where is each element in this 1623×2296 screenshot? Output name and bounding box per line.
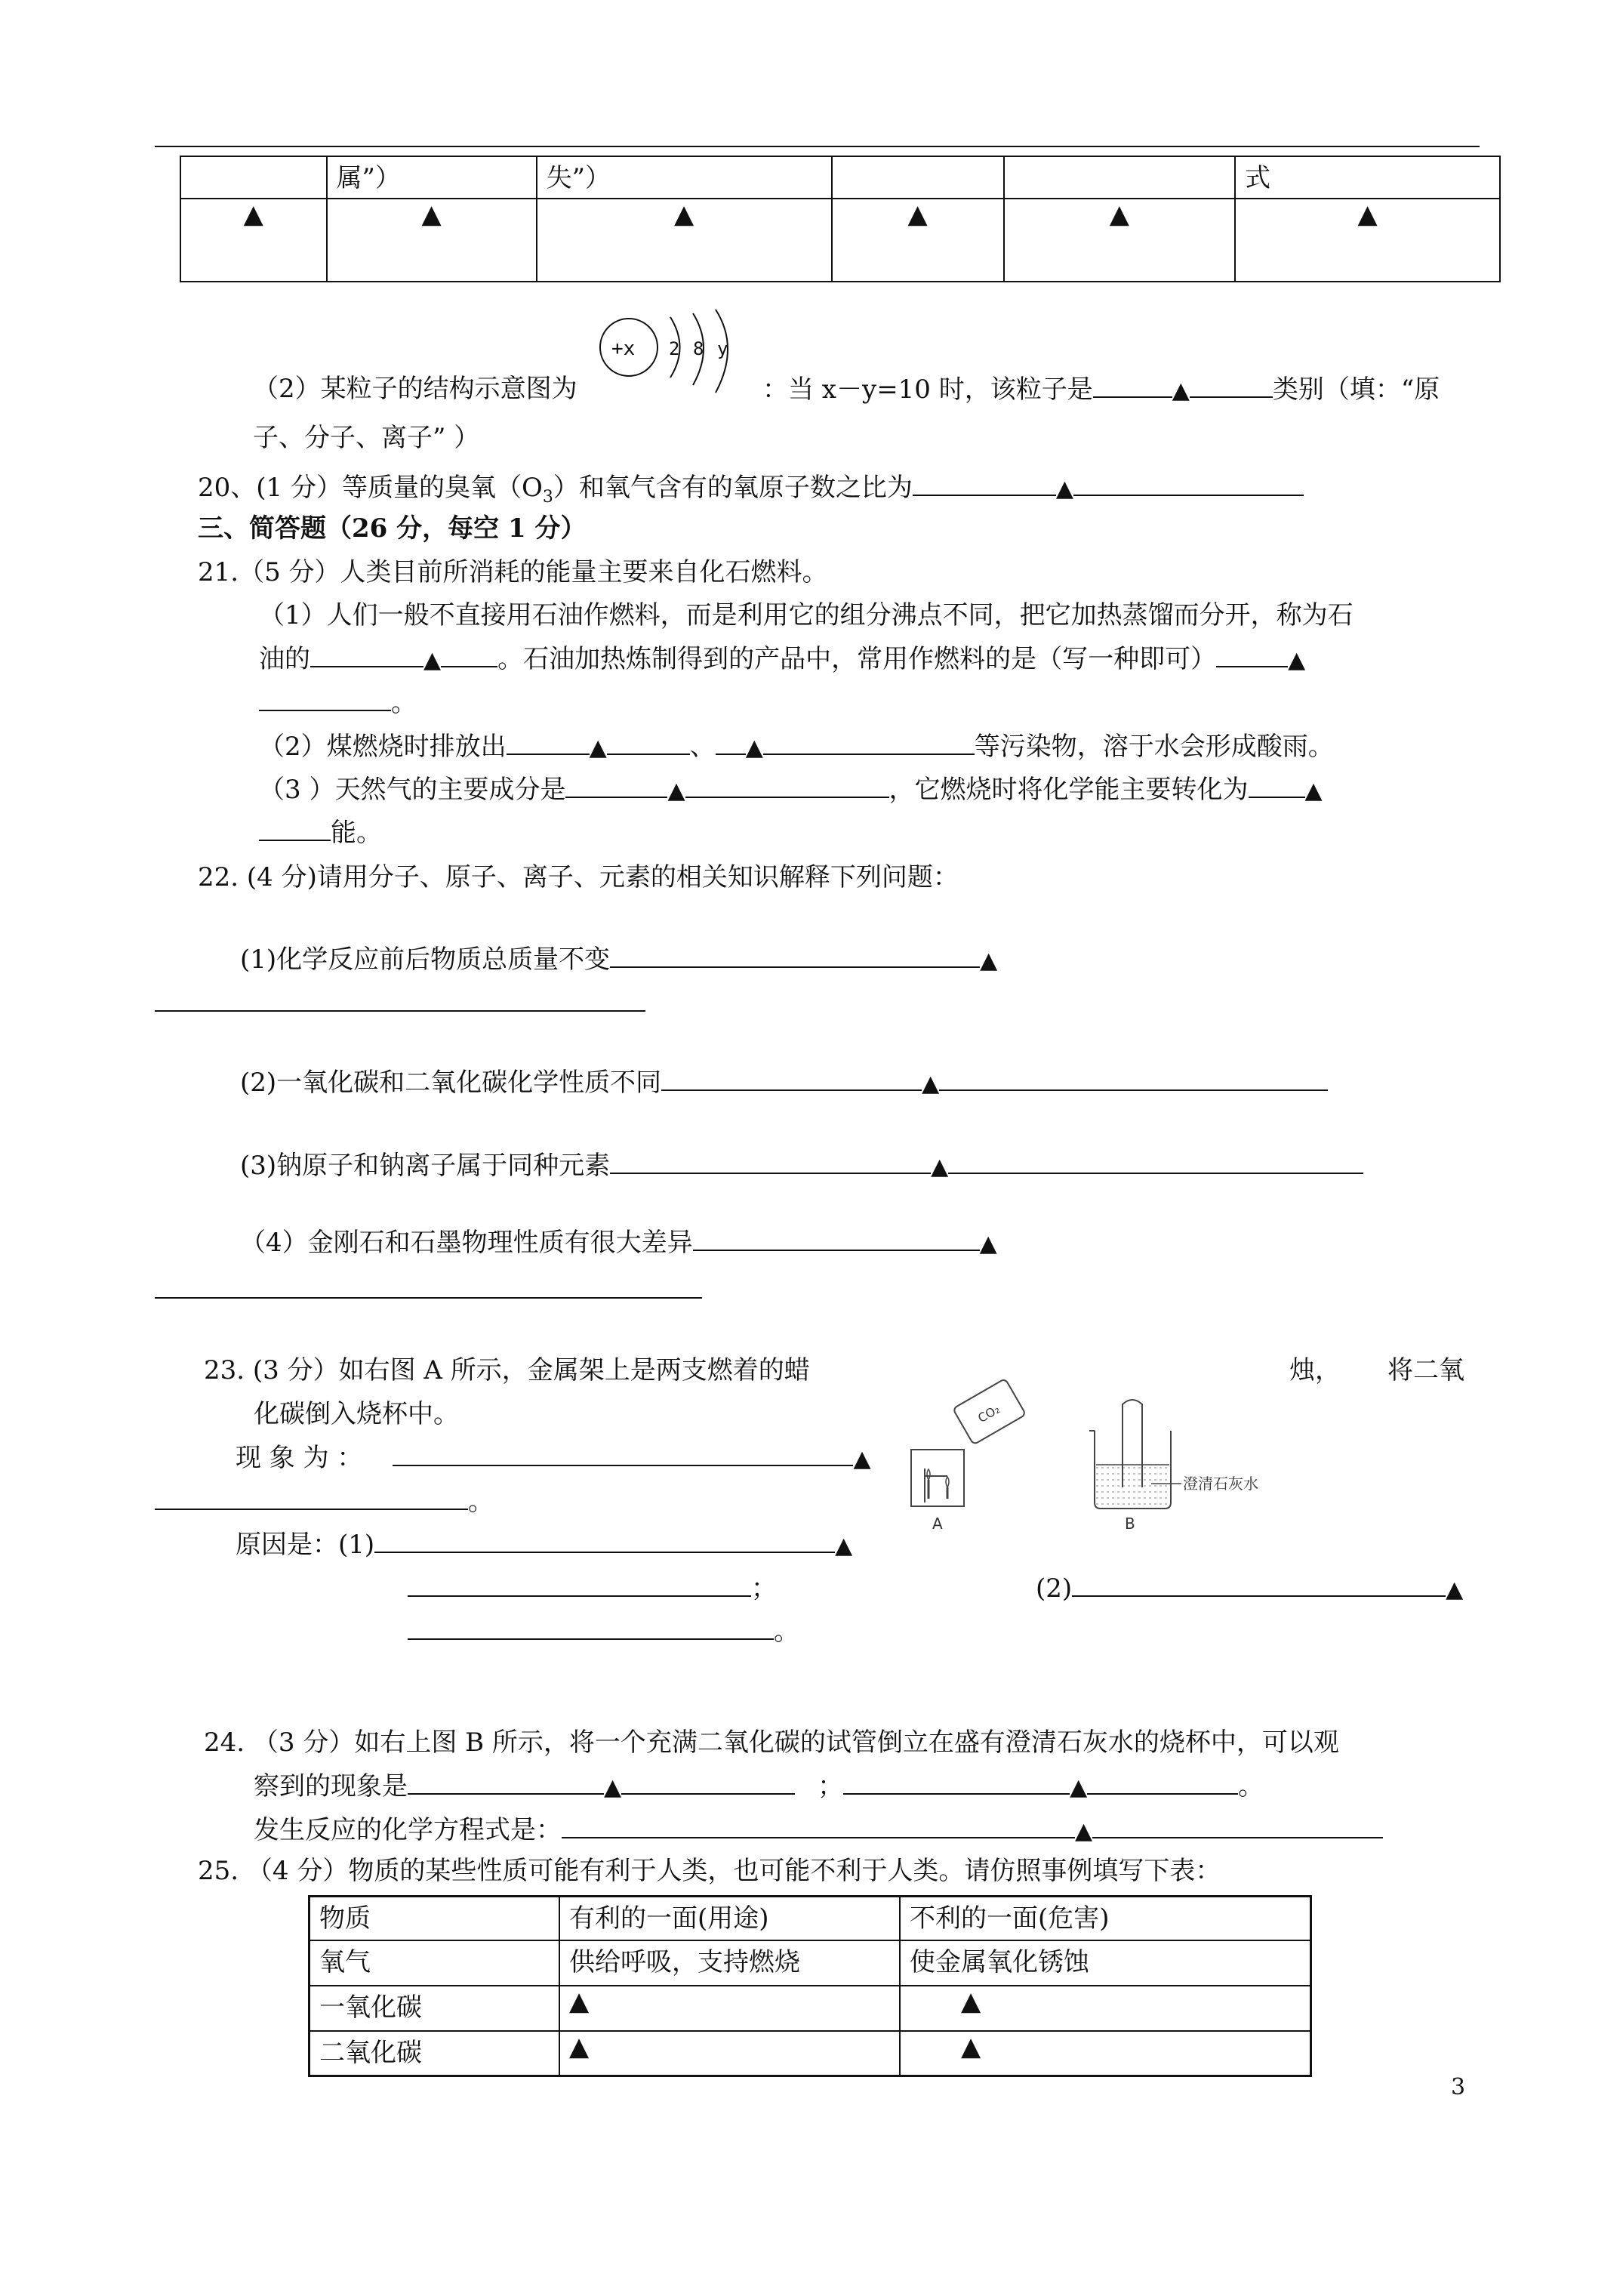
co2-label: CO₂ xyxy=(975,1401,1002,1426)
q23-stem-c: 将二氧 xyxy=(1387,1355,1464,1385)
answer-blank[interactable] xyxy=(408,1616,774,1640)
answer-cell[interactable]: ▲ xyxy=(559,1986,900,2031)
answer-blank-line[interactable] xyxy=(155,1297,702,1299)
q19-2-line1: （2）某粒子的结构示意图为 xyxy=(253,374,577,404)
answer-triangle: ▲ xyxy=(1055,476,1073,502)
header-rule xyxy=(155,146,1480,147)
beaker-a xyxy=(911,1450,964,1506)
answer-blank[interactable] xyxy=(374,1529,835,1553)
table-row xyxy=(310,1986,1311,2031)
answer-blank[interactable] xyxy=(716,731,746,755)
table-header: 不利的一面(危害) xyxy=(900,1897,1311,1940)
answer-blank[interactable] xyxy=(155,1486,468,1510)
figure-b xyxy=(1089,1400,1258,1533)
q23-phenomenon: 现 象 为 ： ▲ xyxy=(236,1443,871,1473)
answer-cell[interactable]: ▲ xyxy=(900,2031,1311,2076)
answer-triangle: ▲ xyxy=(1235,199,1500,282)
table-cell: 氧气 xyxy=(310,1940,560,1986)
q22-stem: 22. (4 分)请用分子、原子、离子、元素的相关知识解释下列问题： xyxy=(198,862,959,892)
atom-structure-diagram xyxy=(595,302,753,400)
figure-a-label: A xyxy=(932,1515,943,1533)
test-tube xyxy=(1123,1400,1142,1487)
top-table-cell: 式 xyxy=(1235,156,1500,199)
q21-1-line1: （1）人们一般不直接用石油作燃料，而是利用它的组分沸点不同，把它加热蒸馏而分开，称为石 xyxy=(259,600,1354,630)
answer-triangle: ▲ xyxy=(835,1533,853,1559)
table-header: 物质 xyxy=(310,1897,560,1940)
answer-triangle: ▲ xyxy=(1004,199,1236,282)
answer-blank[interactable] xyxy=(610,944,980,968)
q23-reason-1-cont: ； xyxy=(408,1573,777,1604)
answer-triangle: ▲ xyxy=(980,948,998,974)
q22-item-3: (3)钠原子和钠离子属于同种元素 ▲ xyxy=(240,1150,1363,1182)
answer-blank[interactable] xyxy=(1190,374,1273,398)
q23-stem-b: 烛， xyxy=(1289,1355,1341,1385)
answer-blank[interactable] xyxy=(939,1067,1328,1091)
answer-blank[interactable] xyxy=(913,472,1056,496)
answer-triangle: ▲ xyxy=(1075,1818,1093,1845)
answer-blank[interactable] xyxy=(1072,1573,1446,1597)
answer-blank[interactable] xyxy=(507,731,590,755)
answer-blank[interactable] xyxy=(1249,774,1305,798)
q24-line3: 发生反应的化学方程式是： ▲ xyxy=(254,1814,1383,1847)
answer-cell[interactable]: ▲ xyxy=(559,2031,900,2076)
answer-cell[interactable]: ▲ xyxy=(900,1986,1311,2031)
q21-3-line2: 能。 xyxy=(259,817,382,848)
answer-triangle: ▲ xyxy=(1172,378,1190,404)
q25-stem: 25. （4 分）物质的某些性质可能有利于人类，也可能不利于人类。请仿照事例填写下表： xyxy=(198,1856,1221,1886)
answer-blank[interactable] xyxy=(565,774,667,798)
answer-blank[interactable] xyxy=(607,731,690,755)
section-3-heading: 三、简答题（26 分，每空 1 分） xyxy=(198,513,587,544)
answer-triangle: ▲ xyxy=(423,647,442,673)
flame-2 xyxy=(946,1477,949,1487)
lime-water xyxy=(1096,1468,1169,1504)
q23-reason-1: 原因是：(1) ▲ xyxy=(236,1530,853,1560)
table-row xyxy=(310,1940,1311,1986)
answer-triangle: ▲ xyxy=(1304,778,1323,804)
answer-triangle: ▲ xyxy=(604,1774,622,1801)
answer-blank[interactable] xyxy=(1093,374,1172,398)
table-row xyxy=(310,2031,1311,2076)
page-number: 3 xyxy=(1451,2074,1466,2100)
nucleus-label: +x xyxy=(611,337,636,360)
q22-item-1: (1)化学反应前后物质总质量不变 ▲ xyxy=(240,945,998,975)
beaker-b xyxy=(1095,1431,1171,1509)
answer-blank[interactable] xyxy=(408,1573,751,1597)
q23-reason-2-cont: 。 xyxy=(408,1616,799,1647)
flame-1 xyxy=(927,1469,930,1480)
shell-count-2: 8 xyxy=(693,338,704,359)
answer-blank[interactable] xyxy=(562,1814,1075,1838)
q23-reason-2: (2) ▲ xyxy=(1036,1573,1464,1604)
top-table-cell: 失”） xyxy=(537,156,832,199)
answer-triangle: ▲ xyxy=(180,199,327,282)
q22-item-4: （4）金刚石和石墨物理性质有很大差异 ▲ xyxy=(240,1228,997,1258)
lime-water-label: 澄清石灰水 xyxy=(1183,1475,1258,1493)
answer-blank[interactable] xyxy=(393,1442,853,1466)
q23-line2: 化碳倒入烧杯中。 xyxy=(254,1399,459,1429)
q24-line1: 24. （3 分）如右上图 B 所示，将一个充满二氧化碳的试管倒立在盛有澄清石灰水的烧杯中，可以观 xyxy=(204,1727,1339,1758)
answer-blank[interactable] xyxy=(441,643,497,667)
answer-triangle: ▲ xyxy=(931,1154,949,1180)
q22-item-2: (2)一氧化碳和二氧化碳化学性质不同 ▲ xyxy=(240,1067,1328,1099)
q21-1-line3: 。 xyxy=(259,687,417,718)
answer-blank[interactable] xyxy=(408,1771,604,1795)
answer-blank[interactable] xyxy=(843,1771,1070,1795)
answer-triangle: ▲ xyxy=(1288,647,1306,673)
q23-stem-a: 23. (3 分）如右图 A 所示，金属架上是两支燃着的蜡 xyxy=(204,1355,810,1385)
answer-blank[interactable] xyxy=(310,643,423,667)
answer-triangle: ▲ xyxy=(832,199,1004,282)
answer-blank[interactable] xyxy=(661,1067,922,1091)
answer-triangle: ▲ xyxy=(922,1071,940,1097)
q20: 20、(1 分）等质量的臭氧$(O_3)$和氧气含有的氧原子数之比为 ▲ xyxy=(198,472,1304,513)
answer-blank[interactable] xyxy=(1073,472,1304,496)
answer-blank[interactable] xyxy=(259,817,331,841)
table-header: 有利的一面(用途) xyxy=(559,1897,900,1940)
figure-b-label: B xyxy=(1125,1515,1135,1533)
answer-blank-line[interactable] xyxy=(155,1010,645,1012)
answer-blank[interactable] xyxy=(1092,1814,1383,1838)
answer-blank[interactable] xyxy=(763,731,975,755)
q21-2: （2）煤燃烧时排放出 ▲ 、 ▲ 等污染物，溶于水会形成酸雨。 xyxy=(259,732,1334,762)
answer-triangle: ▲ xyxy=(589,735,607,761)
top-table-cell xyxy=(832,156,1004,199)
figure-a xyxy=(911,1379,1026,1533)
q21-stem: 21.（5 分）人类目前所消耗的能量主要来自化石燃料。 xyxy=(198,557,828,587)
answer-triangle: ▲ xyxy=(1070,1774,1088,1801)
answer-triangle: ▲ xyxy=(853,1446,871,1472)
table-cell: 使金属氧化锈蚀 xyxy=(900,1940,1311,1986)
co2-bottle xyxy=(953,1379,1026,1445)
table-cell: 二氧化碳 xyxy=(310,2031,560,2076)
q19-2-line1b: ：当 x－y=10 时，该粒子是 ▲ 类别（填：“原 xyxy=(762,374,1440,405)
q24-line2: 察到的现象是 ▲ ； ▲ 。 xyxy=(254,1771,1264,1801)
answer-triangle: ▲ xyxy=(537,199,832,282)
top-table-cell: 属”） xyxy=(327,156,537,199)
answer-blank[interactable] xyxy=(610,1150,931,1174)
q19-2-line2: 子、分子、离子” ） xyxy=(253,423,480,453)
top-table-cell xyxy=(1004,156,1236,199)
answer-blank[interactable] xyxy=(621,1771,795,1795)
answer-blank[interactable] xyxy=(259,687,391,711)
shell-count-1: 2 xyxy=(669,338,680,359)
answer-triangle: ▲ xyxy=(1446,1576,1464,1603)
answer-blank[interactable] xyxy=(693,1227,980,1251)
answer-triangle: ▲ xyxy=(979,1231,997,1257)
experiment-figure xyxy=(895,1374,1317,1533)
answer-blank[interactable] xyxy=(1087,1771,1238,1795)
answer-blank[interactable] xyxy=(1216,643,1288,667)
answer-triangle: ▲ xyxy=(327,199,537,282)
answer-blank[interactable] xyxy=(685,774,889,798)
q21-3: （3 ）天然气的主要成分是 ▲ ，它燃烧时将化学能主要转化为 ▲ xyxy=(259,775,1323,805)
q23-phenomenon-cont: 。 xyxy=(155,1486,494,1517)
top-table-cell xyxy=(180,156,327,199)
answer-triangle: ▲ xyxy=(745,735,763,761)
answer-triangle: ▲ xyxy=(667,778,685,804)
q25-table xyxy=(308,1895,1312,2077)
q21-1-line2: 油的 ▲ 。石油加热炼制得到的产品中，常用作燃料的是（写一种即可） ▲ xyxy=(259,644,1306,674)
shell-count-3: y xyxy=(717,338,728,359)
table-cell: 供给呼吸，支持燃烧 xyxy=(559,1940,900,1986)
answer-blank[interactable] xyxy=(948,1150,1363,1174)
table-cell: 一氧化碳 xyxy=(310,1986,560,2031)
top-table xyxy=(180,156,1501,282)
